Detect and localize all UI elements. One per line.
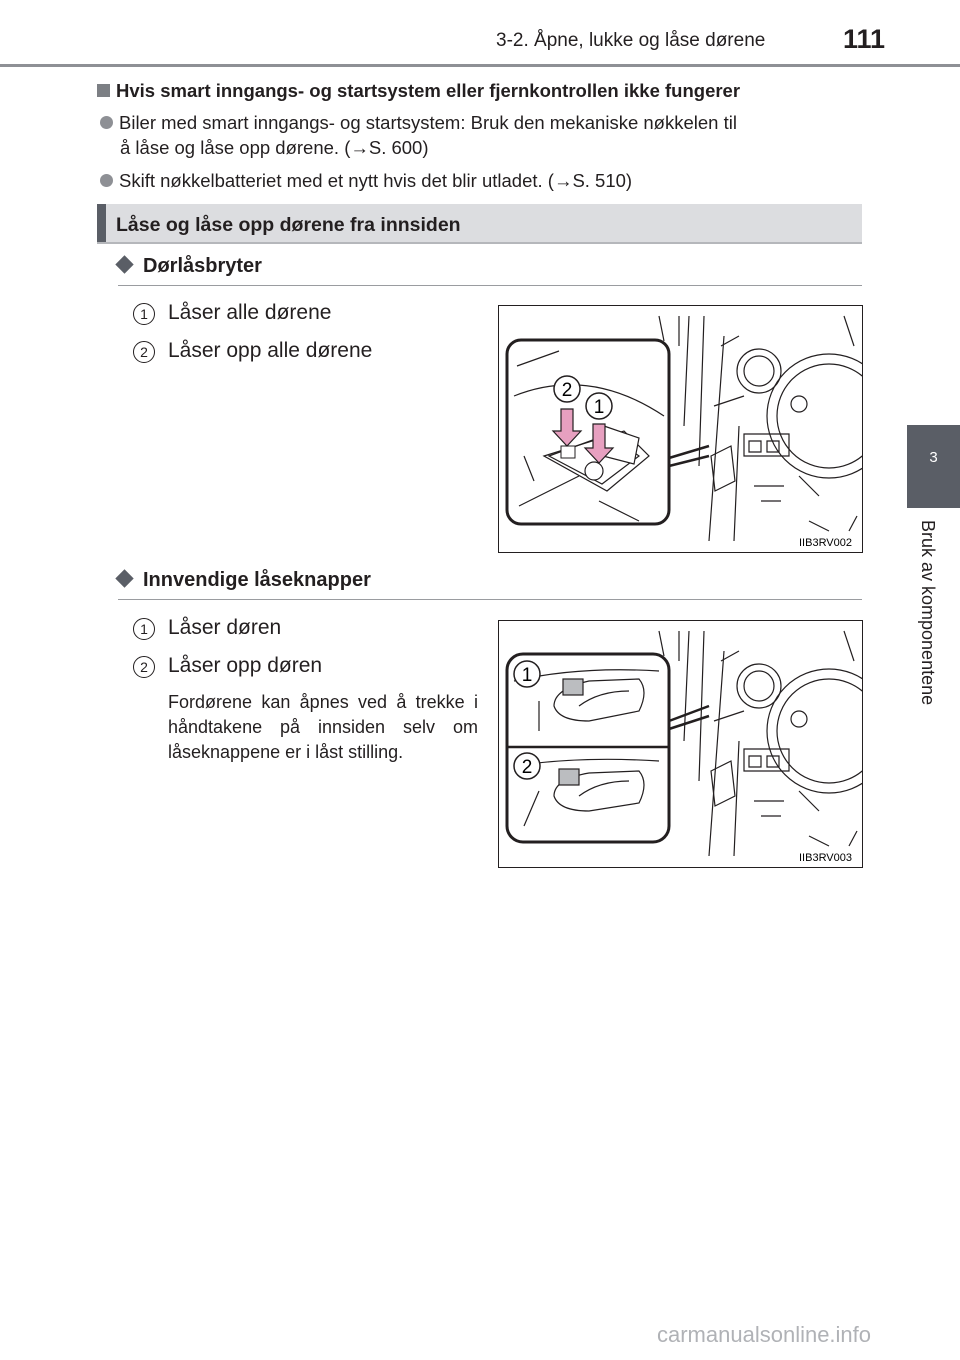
intro-bullet-1: Biler med smart inngangs- og startsystem: Bruk den mekaniske nøkkelen til å låse og låse opp dørene. (→S. 600) (100, 110, 880, 160)
item-number: 2 (133, 656, 155, 678)
callout-number: 1 (521, 665, 533, 686)
diamond-bullet-icon (115, 255, 133, 273)
diamond-bullet-icon (115, 569, 133, 587)
inside-lock-buttons-drawing (499, 621, 862, 867)
section-title-bar (97, 204, 862, 244)
inside-lock-buttons-heading: Innvendige låseknapper (118, 569, 371, 592)
callout-number: 2 (521, 757, 533, 778)
chapter-title: Bruk av komponentene (918, 520, 938, 706)
running-header: 3-2. Åpne, lukke og låse dørene (496, 30, 766, 51)
figure-code: IIB3RV003 (799, 852, 853, 864)
callout-number: 1 (593, 397, 605, 418)
page-number: 111 (843, 24, 886, 54)
door-lock-switch-heading: Dørlåsbryter (118, 255, 262, 278)
intro-heading: Hvis smart inngangs- og startsystem eller fjernkontrollen ikke fungerer (97, 80, 740, 102)
item-number: 1 (133, 303, 155, 325)
inside-lock-note: Fordørene kan åpnes ved å trekke i håndtakene på innsiden selv om låseknappene er i låst stilling. (168, 692, 478, 762)
callout-number: 2 (561, 380, 573, 401)
intro-bullet-2: Skift nøkkelbatteriet med et nytt hvis det blir utladet. (→S. 510) (100, 168, 880, 193)
item-number: 2 (133, 341, 155, 363)
door-lock-switch-illustration (498, 305, 863, 553)
inside-lock-buttons-illustration (498, 620, 863, 868)
header-rule (0, 64, 960, 67)
section-title: Låse og låse opp dørene fra innsiden (116, 214, 461, 236)
square-bullet-icon (97, 84, 110, 97)
footer-watermark: carmanualsonline.info (657, 1322, 872, 1347)
door-lock-switch-drawing (499, 306, 862, 552)
figure-code: IIB3RV002 (799, 537, 853, 549)
item-label: Låser alle dørene (168, 301, 332, 324)
item-label: Låser opp alle dørene (168, 339, 373, 362)
item-number: 1 (133, 618, 155, 640)
round-bullet-icon (100, 174, 113, 187)
chapter-tab (907, 425, 960, 508)
item-label: Låser opp døren (168, 654, 323, 677)
round-bullet-icon (100, 116, 113, 129)
chapter-number: 3 (929, 449, 938, 466)
item-label: Låser døren (168, 616, 282, 639)
